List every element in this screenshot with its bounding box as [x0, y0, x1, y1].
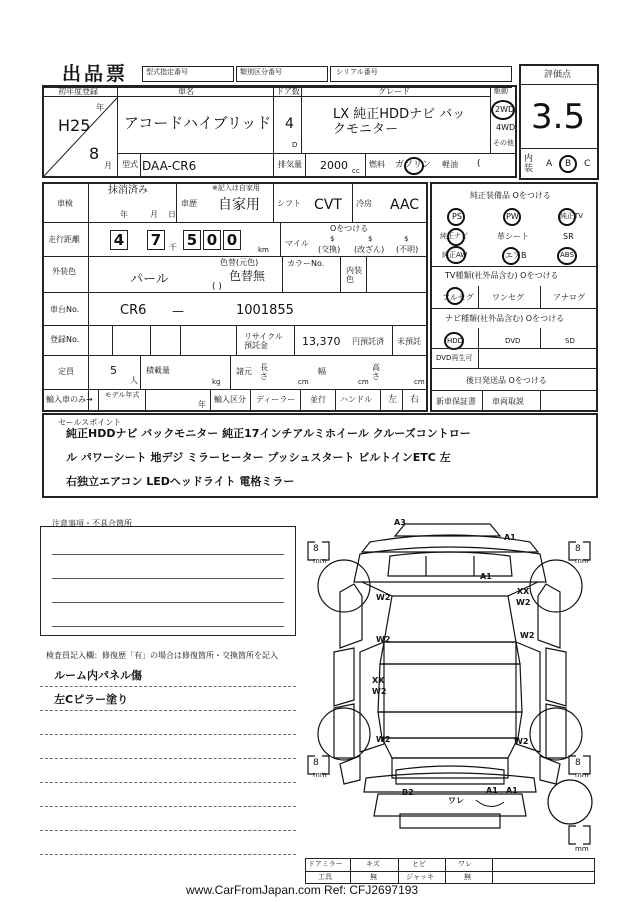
cc-unit: cc [352, 167, 360, 175]
equip-abs: ABS [560, 251, 574, 259]
reg-month: 8 [89, 144, 100, 163]
color-code-label: カラーNo. [287, 259, 325, 268]
mileage-digit-1: 4 [110, 230, 128, 250]
import-only-label: 輸入車のみ→ [46, 395, 93, 404]
chassis-prefix: CR6 [120, 303, 147, 318]
import-dealer: ディーラー [256, 395, 296, 404]
handle-label: ハンドル [340, 395, 372, 404]
recycle-label: リサイクル預託金 [244, 332, 283, 350]
use-value: 自家用 [218, 197, 260, 213]
doors-label: ドア数 [276, 87, 300, 96]
drive-other: その他 [493, 139, 514, 147]
length-cm: cm [298, 378, 309, 386]
watermark: www.CarFromJapan.com Ref: CFJ2697193 [186, 883, 419, 897]
nav-type-title: ナビ種類(社外品含む) Oをつける [445, 314, 565, 323]
damage-a1-hood: A1 [480, 572, 492, 581]
tire-fl-mm: mm [313, 557, 327, 565]
capacity-label: 定員 [58, 367, 74, 376]
damage-xx-center: XX [372, 676, 385, 685]
tire-front-left: 8 [313, 544, 319, 554]
doors-value: 4 [285, 116, 294, 132]
recycle-value: 13,370 [302, 335, 341, 348]
tire-spare-mm: mm [575, 845, 589, 853]
tire-front-right: 8 [575, 544, 581, 554]
equip-nav: 純正ナビ [440, 232, 468, 240]
notes-title: 注意事項・不具合箇所 [52, 519, 132, 528]
owner-manual: 車両取説 [492, 397, 524, 406]
grade-label: グレード [378, 87, 410, 96]
height-cm: cm [414, 378, 425, 386]
score-label: 評価点 [544, 70, 572, 80]
import-parallel: 並行 [310, 395, 326, 404]
tire-rear-right: 8 [575, 758, 581, 768]
inspector-note-2: 左Cピラー塗り [54, 693, 129, 706]
mileage-mark-2: $ [368, 235, 373, 243]
height-label: 高さ [372, 363, 380, 381]
legend-hibi: ヒビ [412, 860, 426, 868]
handle-right: 右 [410, 395, 420, 405]
damage-w2-right-fender: W2 [516, 598, 531, 607]
legend-ware: ワレ [458, 860, 472, 868]
legend-tools: 工具 [318, 873, 332, 881]
serial-number-label: シリアル番号 [336, 68, 378, 76]
inspector-note-1: ルーム内パネル傷 [54, 669, 142, 682]
fuel-paren: ( [477, 159, 481, 169]
mileage-digit-2: 7 [147, 230, 165, 250]
registration-label: 登録No. [50, 335, 80, 344]
recycle-paid: 円預託済 [352, 337, 384, 346]
nav-dvd-play: DVD再生可 [436, 354, 473, 362]
interior-color-label: 内装色 [346, 266, 362, 284]
length-label: 長さ [260, 363, 268, 381]
drive-2wd: 2WD [495, 105, 515, 114]
month-label: 月 [104, 161, 112, 170]
color-value: パール [130, 272, 169, 287]
damage-w2-left-fender: W2 [376, 593, 391, 602]
legend-tools-none: 無 [370, 873, 377, 881]
inspection-label: 車検 [57, 199, 73, 208]
sheet-title: 出品票 [62, 63, 129, 85]
damage-xx-right: XX [517, 587, 530, 596]
equip-pw: PW [506, 212, 519, 221]
chassis-label: 車台No. [50, 305, 80, 314]
tv-analog: アナログ [553, 293, 585, 302]
damage-a1-front: A1 [504, 533, 516, 542]
legend-scratch: キズ [366, 860, 380, 868]
dimensions-label: 諸元 [236, 367, 252, 376]
sales-line-1: 純正HDDナビ バックモニター 純正17インチアルミホイール クルーズコントロー [66, 427, 471, 440]
fuel-label: 燃料 [369, 160, 385, 169]
car-name-label: 車名 [178, 87, 194, 96]
mileage-mark-3: $ [404, 235, 409, 243]
legend-jack: ジャッキ [406, 873, 434, 881]
damage-a3: A3 [394, 518, 406, 527]
damage-a1-rear-2: A1 [506, 786, 518, 795]
first-reg-label: 初年度登録 [58, 87, 98, 96]
width-label: 幅 [318, 367, 326, 376]
capacity-value: 5 [110, 364, 117, 377]
damage-crack: ワレ [448, 796, 464, 805]
model-value: DAA-CR6 [142, 159, 197, 173]
cc-label: 排気量 [278, 160, 302, 169]
chassis-dash: — [172, 304, 184, 318]
ac-label: 冷房 [356, 199, 372, 208]
width-cm: cm [358, 378, 369, 386]
tv-type-title: TV種類(社外品含む) Oをつける [445, 271, 559, 280]
mileage-swap: (交換) [318, 245, 341, 254]
color-change-value: 色替無 [229, 269, 266, 283]
tire-rear-left: 8 [313, 758, 319, 768]
equip-tv: 純正TV [560, 212, 584, 220]
class-number-label: 類別区分番号 [240, 68, 282, 76]
equip-ps: PS [452, 212, 462, 221]
model-label: 型式 [122, 160, 138, 169]
mileage-digit-4: 0 [203, 230, 221, 250]
legend-jack-none: 無 [464, 873, 471, 881]
damage-w2-left-door: W2 [376, 635, 391, 644]
mileage-km: km [258, 246, 269, 254]
mileage-mile: マイル [285, 239, 309, 248]
inspector-note-title: 検査員記入欄：修復歴「有」の場合は修復箇所・交換箇所を記入 [46, 651, 278, 660]
cc-value: 2000 [320, 159, 348, 172]
mileage-circle-note: Oをつける [330, 224, 369, 233]
tire-fr-mm: mm [575, 557, 589, 565]
color-change-paren: ( ) [212, 282, 222, 292]
interior-c: C [584, 159, 591, 169]
drive-4wd: 4WD [496, 123, 516, 132]
equipment-title: 純正装備品 Oをつける [470, 191, 551, 200]
use-label: 車歴 [181, 199, 197, 208]
mileage-thousand: 千 [169, 243, 177, 252]
fuel-gasoline: ガソリン [395, 160, 432, 170]
tire-rl-mm: mm [313, 771, 327, 779]
new-car-warranty: 新車保証書 [436, 397, 476, 406]
damage-w2-rear-left: W2 [376, 735, 391, 744]
sales-line-2: ル パワーシート 地デジ ミラーヒーター プッシュスタート ビルトインETC 左 [66, 451, 451, 464]
mileage-tamper: (改ざん) [354, 245, 385, 254]
equip-airbag: エアB [505, 251, 527, 260]
model-year-unit: 年 [198, 400, 206, 409]
import-class-label: 輸入区分 [214, 395, 246, 404]
nav-dvd: DVD [505, 337, 521, 345]
color-change-label: 色替(元色) [220, 258, 259, 267]
handle-left: 左 [388, 395, 398, 405]
shift-value: CVT [314, 197, 342, 213]
damage-w2-center: W2 [372, 687, 387, 696]
interior-label: 内装 [524, 154, 534, 174]
type-designation-label: 型式指定番号 [146, 68, 188, 76]
damage-w2-rear-right: W2 [514, 737, 529, 746]
nav-sd: SD [565, 337, 575, 345]
model-year-label: モデル年式 [104, 391, 140, 399]
load-kg: kg [212, 378, 221, 386]
damage-a1-rear-1: A1 [486, 786, 498, 795]
later-shipment-title: 後日発送品 Oをつける [466, 376, 547, 385]
mileage-label: 走行距離 [48, 235, 80, 244]
equip-aw: 純正AW [442, 251, 468, 259]
equip-leather: 革シート [497, 232, 529, 241]
mileage-digit-3: 5 [183, 230, 201, 250]
inspection-month: 月 [150, 210, 158, 219]
drive-label: 駆動 [494, 87, 508, 95]
mileage-mark-1: $ [330, 235, 335, 243]
car-name: アコードハイブリッド [124, 114, 272, 132]
reg-year: H25 [58, 116, 91, 135]
tv-oneseg: ワンセグ [492, 293, 524, 302]
nav-hdd: HDD [447, 337, 464, 345]
interior-b: B [565, 159, 572, 169]
interior-a: A [546, 159, 553, 169]
fuel-diesel: 軽油 [442, 160, 458, 169]
capacity-unit: 人 [130, 376, 138, 385]
car-damage-diagram [300, 512, 600, 862]
doors-unit: D [292, 141, 298, 149]
inspection-day: 日 [168, 210, 176, 219]
mileage-unknown: (不明) [396, 245, 419, 254]
year-label: 年 [96, 103, 104, 112]
inspection-value: 抹消済み [108, 185, 148, 196]
tv-fullseg: フルセグ [442, 293, 474, 302]
recycle-unpaid: 未預託 [397, 337, 421, 346]
damage-w2-right-door: W2 [520, 631, 535, 640]
color-label: 外装色 [52, 267, 76, 276]
chassis-number: 1001855 [236, 303, 294, 318]
grade-value: LX 純正HDDナビ バックモニター [333, 107, 466, 137]
damage-b2: B2 [402, 788, 414, 797]
mileage-digit-5: 0 [223, 230, 241, 250]
sales-points-title: セールスポイント [58, 418, 122, 427]
score-value: 3.5 [531, 97, 586, 137]
ac-value: AAC [390, 197, 420, 213]
legend-door-mirror: ドアミラー [308, 860, 343, 868]
equip-sr: SR [563, 232, 574, 241]
use-note: ※記入は自家用 [212, 184, 260, 192]
sales-line-3: 右独立エアコン LEDヘッドライト 電格ミラー [66, 475, 295, 488]
tire-rr-mm: mm [575, 771, 589, 779]
load-label: 積載量 [146, 366, 170, 375]
shift-label: シフト [277, 199, 301, 208]
inspection-year: 年 [120, 210, 128, 219]
